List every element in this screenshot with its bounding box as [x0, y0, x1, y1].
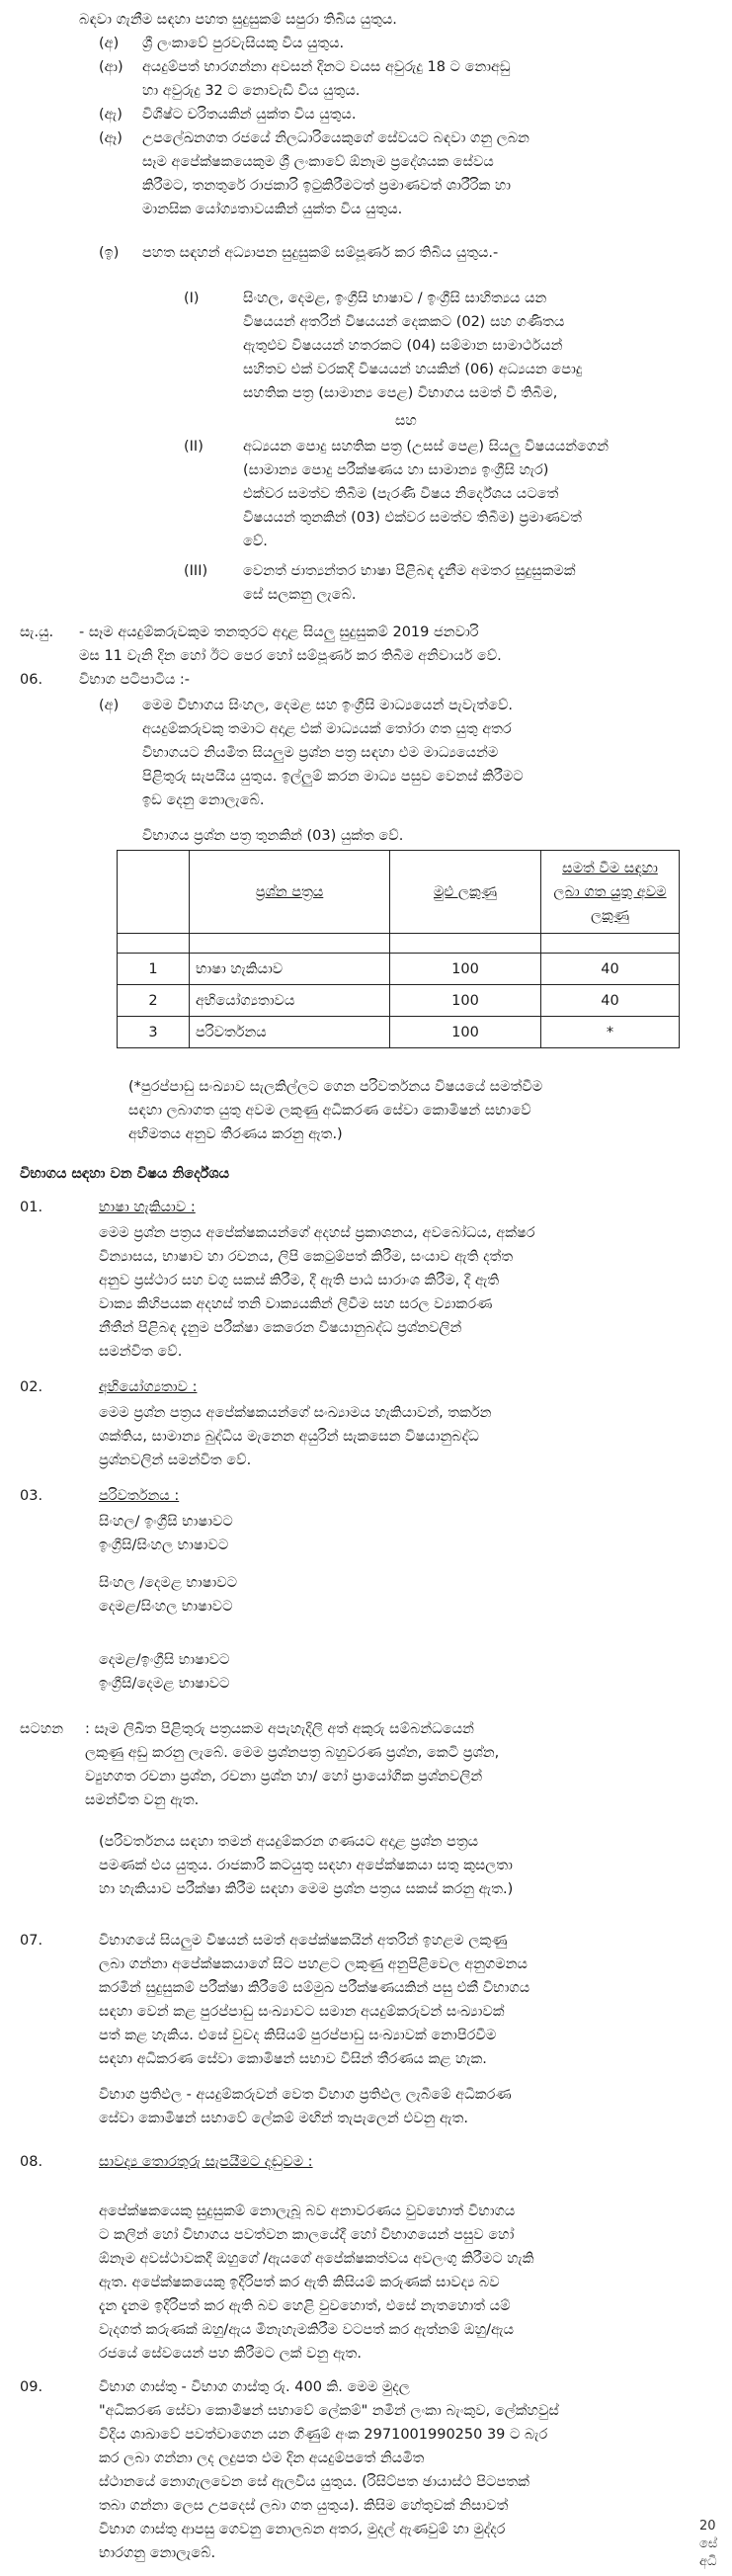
- s02-num: 02.: [20, 1379, 43, 1395]
- s07-num: 07.: [20, 1933, 43, 1949]
- qual-d-text: උපලේඛනගත රජයේ නිලධාරියෙකුගේ සේවයට බඳවා ගනු ලබන සෑම අපේක්ෂකයෙකුම ශ්‍රී ලංකාවේ ඕනෑම ප්‍රදේශයක සේවය කිරීමට, තනතුරේ රාජකාරි ඉටුකිරීමටත් ප්‍රමාණවත් ශාරීරික හා මානසික යෝග්‍යතාවයකින් යුක්ත විය යුතුය.: [142, 130, 529, 217]
- s01-num: 01.: [20, 1200, 43, 1215]
- edu-item-1-text: සිංහල, දෙමළ, ඉංග්‍රීසි භාෂාව / ඉංග්‍රීසි සාහිත්‍යය යන විෂයයන් අතරින් විෂයයන් දෙකකට (02) සහ ගණිතය ඇතුළුව විෂයයන් හතරකට (04) සම්මාන සාමාර්ථයන් සහිතව එක් වරකදී විෂයයන් හයකින් (06) අධ්‍යයන පොදු සහතික පත්‍ර (සාමාන්‍ය පෙළ) විභාගය සමත් වී තිබීම,: [243, 291, 583, 401]
- row-1-paper: භාෂා හැකියාව: [190, 954, 390, 985]
- table-header-paper: ප්‍රශ්න පත්‍රය: [190, 851, 390, 934]
- s06-a-mark: (අ): [99, 698, 120, 713]
- s03-line-5: දෙමළ/සිංහල භාෂාවට: [99, 1599, 233, 1615]
- margin-cut-3: අධි: [699, 2554, 717, 2569]
- note-text: - සෑම අයදුම්කරුවකුම තනතුරට අදාළ සියලු සුදුසුකම් 2019 ජනවාරි මස 11 වැනි දින හෝ ඊට පෙර හෝ සම්පූර්ණ කර තිබීම අනිවාර්ය වේ.: [79, 624, 502, 664]
- margin-cut-2: සේ: [699, 2536, 718, 2551]
- s03-line-8: දෙමළ/ඉංග්‍රීසි භාෂාවට: [99, 1652, 230, 1668]
- table-row: [118, 985, 680, 1017]
- edu-item-2-num: (II): [184, 439, 203, 455]
- s03-line-9: ඉංග්‍රීසි/දෙමළ භාෂාවට: [99, 1676, 230, 1692]
- table-intro: විභාගය ප්‍රශ්න පත්‍ර තුනකින් (03) යුක්ත වේ.: [142, 828, 404, 844]
- s06-title: විභාග පටිපාටිය :-: [79, 672, 190, 688]
- s03-line-1: සිංහල/ ඉංග්‍රීසි භාෂාවට: [99, 1514, 233, 1530]
- row-1-no: 1: [118, 954, 190, 985]
- s07-text-2: විභාග ප්‍රතිඵල - අයදුම්කරුවන් වෙත විභාග ප්‍රතිඵල ලැබීමේ අධිකරණ සේවා කොමිෂන් සභාවේ ලේකම් මඟින් තැපැලෙන් එවනු ඇත.: [99, 2087, 512, 2126]
- table-row: [118, 1017, 680, 1048]
- qual-b-mark: (ආ): [99, 59, 123, 75]
- edu-item-3-text: වෙනත් ජාත්‍යන්තර භාෂා පිළිබඳ දැනීම අමතර සුදුසුකමක් සේ සලකනු ලැබේ.: [243, 563, 576, 603]
- row-2-pass: 40: [541, 985, 680, 1017]
- row-1-pass: 40: [541, 954, 680, 985]
- exam-table: [117, 850, 680, 1048]
- s02-title: අභියෝග්‍යතාව :: [99, 1379, 198, 1395]
- qual-a-text: ශ්‍රී ලංකාවේ පුරවැසියකු විය යුතුය.: [142, 36, 345, 51]
- s03-title: පරිවර්තනය :: [99, 1488, 180, 1504]
- margin-cut-1: 20: [699, 2519, 716, 2534]
- s08-title: සාවද්‍ය තොරතුරු සැපයීමට දඬුවම :: [99, 2154, 313, 2170]
- row-2-total: 100: [390, 985, 541, 1017]
- row-2-no: 2: [118, 985, 190, 1017]
- satahana-text: : සෑම ලිඛිත පිළිතුරු පත්‍රයකම අපැහැදිලි අත් අකුරු සම්බන්ධයෙන් ලකුණු අඩු කරනු ලැබේ. මෙම ප්‍රශ්නපත්‍ර බහුවරණ ප්‍රශ්න, කෙටි ප්‍රශ්න, ව්‍යුහගත රචනා ප්‍රශ්න, රචනා ප්‍රශ්න හා/ හෝ ප්‍රායෝගික ප්‍රශ්නවලින් සමන්විත වනු ඇත.: [85, 1721, 500, 1808]
- intro-text: බඳවා ගැනීම සඳහා පහත සුදුසුකම් සපුරා තිබිය යුතුය.: [79, 12, 397, 28]
- edu-heading: පහත සඳහන් අධ්‍යාපන සුදුසුකම් සම්පූර්ණ කර තිබිය යුතුය.-: [142, 245, 499, 261]
- s03-line-2: ඉංග්‍රීසි/සිංහල භාෂාවට: [99, 1537, 229, 1553]
- note-label: සැ.යු.: [20, 624, 54, 640]
- qual-c-text: විශිෂ්ට චරිතයකින් යුක්ත විය යුතුය.: [142, 107, 357, 123]
- s07-text: විභාගයේ සියලුම විෂයන් සමත් අපේක්ෂකයින් අතරින් ඉහළම ලකුණු ලබා ගන්නා අපේක්ෂකයාගේ සිට පහළට ලකුණු අනුපිළිවෙල අනුගමනය කරමින් සුදුසුකම් පරීක්ෂා කිරීමේ සම්මුඛ පරීක්ෂණයකින් පසු එකී විභාගය සඳහා වෙන් කළ පුරප්පාඩු සංඛ්‍යාවට සමාන අයදුම්කරුවන් සංඛ්‍යාවක් පත් කළ හැකිය. එසේ වුවද කිසියම් පුරප්පාඩු සංඛ්‍යාවක් නොපිරවීම සඳහා අධිකරණ සේවා කොමිෂන් සභාව විසින් තීරණය කළ හැක.: [99, 1933, 530, 2067]
- row-3-paper: පරිවර්තනය: [190, 1017, 390, 1048]
- edu-item-3-num: (III): [184, 563, 208, 579]
- table-header-total: මුළු ලකුණු: [390, 851, 541, 934]
- edu-mark: (ඉ): [99, 245, 120, 261]
- s09-num: 09.: [20, 2379, 43, 2395]
- row-3-total: 100: [390, 1017, 541, 1048]
- s03-num: 03.: [20, 1488, 43, 1504]
- s06-a-text: මෙම විභාගය සිංහල, දෙමළ සහ ඉංග්‍රීසි මාධ්‍යයෙන් පැවැත්වේ. අයදුම්කරුවකු තමාට අදාළ එක් මාධ්‍යයක් තෝරා ගත යුතු අතර විභාගයට නියමිත සියලුම ප්‍රශ්න පත්‍ර සඳහා එම මාධ්‍යයෙන්ම පිළිතුරු සැපයිය යුතුය. ඉල්ලුම් කරන මාධ්‍ය පසුව වෙනස් කිරීමට ඉඩ දෙනු නොලැබේ.: [142, 698, 524, 808]
- edu-item-2-text: අධ්‍යයන පොදු සහතික පත්‍ර (උසස් පෙළ) සියලු විෂයයන්ගෙන් (සාමාන්‍ය පොදු පරීක්ෂණය හා සාමාන්‍ය ඉංග්‍රීසි හැර) එක්වර සමත්ව තිබීම (පැරණි විෂය නිර්දේශය යටතේ විෂයයන් තුනකින් (03) එක්වර සමත්ව තිබීම) ප්‍රමාණවත් වේ.: [243, 439, 609, 549]
- translation-note: (පරිවර්තනය සඳහා තමන් අයදුම්කරන ගණයට අදාළ ප්‍රශ්න පත්‍රය පමණක් එය යුතුය. රාජකාරි කටයුතු සඳහා අපේක්ෂකයා සතු කුසලතා හා හැකියාව පරීක්ෂා කිරීම සඳහා මෙම ප්‍රශ්න පත්‍රය සකස් කරනු ඇත.): [99, 1834, 514, 1897]
- qual-a-mark: (අ): [99, 36, 120, 51]
- s02-text: මෙම ප්‍රශ්න පත්‍රය අපේක්ෂකයන්ගේ සංඛ්‍යාමය හැකියාවන්, තර්කන ශක්තිය, සාමාන්‍ය බුද්ධිය මැනෙන අයුරින් සැකසෙන විෂයානුබද්ධ ප්‍රශ්නවලින් සමන්විත වේ.: [99, 1405, 492, 1468]
- satahana-label: සටහන: [20, 1721, 64, 1737]
- row-3-pass: *: [541, 1017, 680, 1048]
- s03-line-4: සිංහල /දෙමළ භාෂාවට: [99, 1575, 238, 1591]
- syllabus-title: විභාගය සඳහා වන විෂය නිර්දේශය: [20, 1166, 230, 1182]
- row-1-total: 100: [390, 954, 541, 985]
- s08-num: 08.: [20, 2154, 43, 2170]
- s01-text: මෙම ප්‍රශ්න පත්‍රය අපේක්ෂකයන්ගේ අදහස් ප්‍රකාශනය, අවබෝධය, අක්ෂර වින්‍යාසය, භාෂාව හා රචනය, ලිපි කෙටුම්පත් කිරීම, සංයාව ඇති දත්ත අනුව ප්‍රස්ථාර සහ වගු සකස් කිරීම, දී ඇති පාඨ සාරාංශ කිරීම, දී ඇති වාක්‍ය කිහිපයක අදහස් තනි වාක්‍යයකින් ලිවීම සහ සරල ව්‍යාකරණ නීතීන් පිළිබඳ දැනුම පරීක්ෂා කෙරෙන විෂයානුබද්ධ ප්‍රශ්නවලින් සමන්විත වේ.: [99, 1225, 535, 1360]
- table-row: [118, 954, 680, 985]
- table-note: (*පුරප්පාඩු සංඛ්‍යාව සැලකිල්ලට ගෙන පරිවර්තනය විෂයයේ සමත්වීම සඳහා ලබාගත යුතු අවම ලකුණු අධිකරණ සේවා කොමිෂන් සභාවේ අභිමතය අනුව තීරණය කරනු ඇත.): [128, 1079, 543, 1142]
- edu-and: සහ: [395, 413, 417, 429]
- qual-c-mark: (ඇ): [99, 107, 122, 123]
- row-2-paper: අභියෝග්‍යතාවය: [190, 985, 390, 1017]
- table-header-no: [118, 851, 190, 934]
- qual-d-mark: (ඈ): [99, 130, 122, 146]
- s06-num: 06.: [20, 672, 43, 688]
- s08-text: අපේක්ෂකයෙකු සුදුසුකම් නොලැබූ බව අනාවරණය වුවහොත් විභාගය ට කලින් හෝ විභාගය පවත්වන කාලයේදී හෝ විභාගයෙන් පසුව හෝ ඕනෑම අවස්ථාවකදී ඔහුගේ /ඇයගේ අපේක්ෂකත්වය අවලංගු කිරීමට හැකි ඇත. අපේක්ෂකයෙකු ඉදිරිපත් කර ඇති කිසියම් කරුණක් සාවද්‍ය බව දැන දැනම ඉදිරිපත් කර ඇති බව හෙළි වුවහොත්, එසේ නැතහොත් යම් වැදගත් කරුණක් ඔහු/ඇය මිනැහැමකිරීම වටපත් කර ඇත්නම් ඔහු/ඇය රජයේ සේවයෙන් පහ කිරීමට ලක් වනු ඇත.: [99, 2203, 534, 2362]
- s01-title: භාෂා හැකියාව :: [99, 1200, 196, 1215]
- row-3-no: 3: [118, 1017, 190, 1048]
- edu-item-1-num: (I): [184, 291, 200, 306]
- s09-text: විභාග ගාස්තු - විභාග ගාස්තු රු. 400 කි. මෙම මුදල "අධිකරණ සේවා කොමිෂන් සභාවේ ලේකම්" නමින් ලංකා බැංකුව, ලේක්හවුස් විදිය ශාඛාවේ පවත්වාගෙන යන ගිණුම් අංක 2971001990250 39 ට බැර කර ලබා ගන්නා ලද ලදුපත එම දින අයදුම්පතේ නියමිත ස්ථානයේ නොගැලවෙන සේ ඇලවිය යුතුය. (රිසිට්පත ඡායාස්ථ පිටපතක් තබා ගන්නා ලෙස උපදෙස් ලබා ගත යුතුය). කිසිම හේතුවක් නිසාවත් විභාග ගාස්තු ආපසු ගෙවනු නොලබන අතර, මුදල් ඇණවුම් හා මුද්දර භාරගනු නොලැබේ.: [99, 2379, 559, 2561]
- table-header-pass: සමත් වීම සඳහා ලබා ගත යුතු අවම ලකුණු: [541, 851, 680, 934]
- qual-b-text: අයදුම්පත් භාරගන්නා අවසන් දිනට වයස අවුරුදු 18 ට නොඅඩු හා අවුරුදු 32 ට නොවැඩි විය යුතුය.: [142, 59, 511, 99]
